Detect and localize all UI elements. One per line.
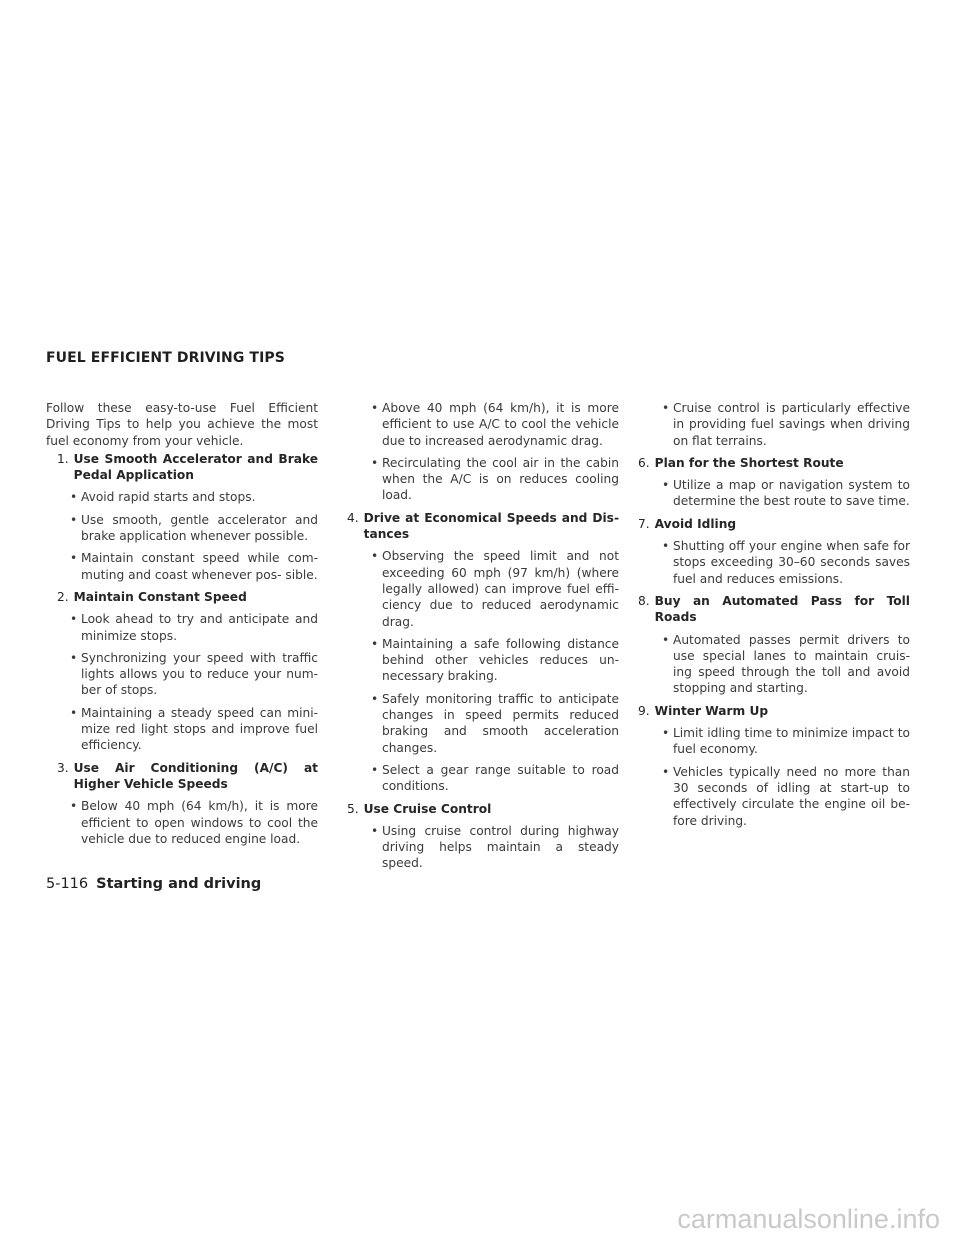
bullet-item: • Recirculating the cool air in the cabin when the A/C is on reduces cooling load.	[347, 455, 619, 504]
section-title	[347, 801, 619, 817]
bullet-item: • Maintain constant speed while com- muting and coast whenever pos- sible.	[46, 550, 318, 583]
bullet-item: • Select a gear range suitable to road conditions.	[347, 762, 619, 795]
section-8	[638, 593, 910, 697]
section-number: 2.	[57, 589, 69, 604]
intro-paragraph: Follow these easy-to-use Fuel Efficient Driving Tips to help you achieve the most fuel economy from your vehicle.	[46, 401, 318, 448]
section-title	[638, 703, 910, 719]
section-title-text: Plan for the Shortest Route	[654, 455, 844, 470]
bullet-item: • Safely monitoring traffic to anticipate changes in speed permits reduced braking and smooth acceleration changes.	[347, 691, 619, 756]
bullet-item: • Vehicles typically need no more than 30 seconds of idling at start-up to effectively circulate the engine oil be- fore driving.	[638, 764, 910, 829]
bullet-item: • Maintaining a steady speed can mini- mize red light stops and improve fuel efficiency.	[46, 705, 318, 754]
section-number: 7.	[638, 516, 650, 531]
section-number: 8.	[638, 593, 650, 608]
section-title	[46, 760, 318, 793]
bullet-item: • Utilize a map or navigation system to determine the best route to save time.	[638, 477, 910, 510]
section-title-text: Buy an Automated Pass for Toll Roads	[654, 593, 910, 625]
bullet-item: • Synchronizing your speed with traffic lights allows you to reduce your num- ber of stops.	[46, 650, 318, 699]
section-7	[638, 516, 910, 587]
section-number: 6.	[638, 455, 650, 470]
bullet-item: • Maintaining a safe following distance behind other vehicles reduces un- necessary braking.	[347, 636, 619, 685]
bullet-item: • Shutting off your engine when safe for stops exceeding 30–60 seconds saves fuel and reduces emissions.	[638, 538, 910, 587]
section-9	[638, 703, 910, 829]
page-number: 5-116	[46, 876, 89, 892]
section-title-text: Use Smooth Accelerator and Brake Pedal Application	[73, 451, 318, 483]
section-title-text: Avoid Idling	[654, 516, 737, 531]
bullet-item: • Cruise control is particularly effective in providing fuel savings when driving on flat terrains.	[638, 400, 910, 449]
section-6	[638, 455, 910, 510]
section-number: 1.	[57, 451, 69, 466]
page-heading: FUEL EFFICIENT DRIVING TIPS	[46, 350, 285, 366]
bullet-item: • Above 40 mph (64 km/h), it is more efficient to use A/C to cool the vehicle due to increased aerodynamic drag.	[347, 400, 619, 449]
section-3	[46, 760, 318, 847]
section-title	[347, 510, 619, 543]
section-number: 3.	[57, 760, 69, 775]
bullet-item: • Use smooth, gentle accelerator and brake application whenever possible.	[46, 512, 318, 545]
bullet-item: • Below 40 mph (64 km/h), it is more efficient to open windows to cool the vehicle due to reduced engine load.	[46, 798, 318, 847]
column-3	[638, 400, 910, 829]
section-4	[347, 510, 619, 795]
bullet-item: • Automated passes permit drivers to use special lanes to maintain cruis- ing speed through the toll and avoid stopping and starting.	[638, 632, 910, 697]
section-title	[638, 516, 910, 532]
section-title	[46, 451, 318, 484]
section-title-text: Drive at Economical Speeds and Dis- tances	[363, 510, 619, 542]
page-footer	[46, 876, 261, 892]
section-title	[46, 589, 318, 605]
column-2	[347, 400, 619, 872]
section-5	[347, 801, 619, 872]
bullet-item: • Observing the speed limit and not exceeding 60 mph (97 km/h) (where legally allowed) can improve fuel effi- ciency due to reduced aerodynamic drag.	[347, 548, 619, 629]
section-title-text: Use Cruise Control	[363, 801, 492, 816]
section-number: 9.	[638, 703, 650, 718]
bullet-item: • Using cruise control during highway driving helps maintain a steady speed.	[347, 823, 619, 872]
section-title	[638, 455, 910, 471]
section-title-text: Use Air Conditioning (A/C) at Higher Vehicle Speeds	[73, 760, 318, 791]
column-1	[46, 400, 318, 847]
section-title-text: Winter Warm Up	[654, 703, 769, 718]
section-2	[46, 589, 318, 754]
bullet-item: • Look ahead to try and anticipate and minimize stops.	[46, 611, 318, 644]
bullet-item: • Limit idling time to minimize impact to fuel economy.	[638, 725, 910, 758]
section-number: 5.	[347, 801, 359, 816]
section-title-text: Maintain Constant Speed	[73, 589, 247, 604]
chapter-title: Starting and driving	[96, 876, 262, 892]
section-title	[638, 593, 910, 626]
section-1	[46, 451, 318, 583]
watermark: carmanualsonline.info	[677, 1204, 940, 1234]
bullet-item: • Avoid rapid starts and stops.	[46, 489, 318, 505]
section-number: 4.	[347, 510, 359, 525]
